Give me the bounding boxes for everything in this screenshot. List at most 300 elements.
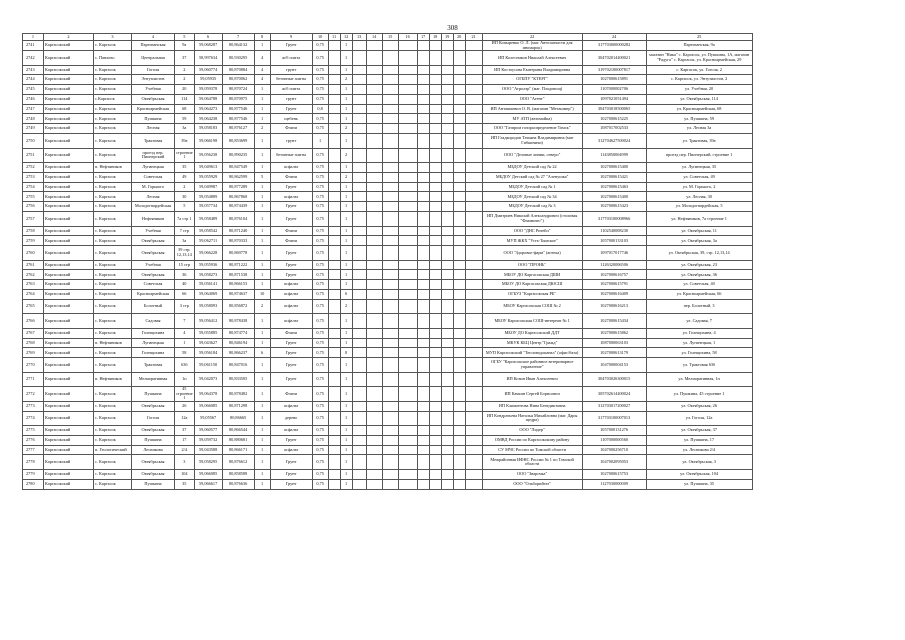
cell-house: 7а стр 1 <box>175 212 195 227</box>
cell-owner: ООО "Деловые линии, северо" <box>482 148 582 163</box>
cell-empty <box>328 192 340 202</box>
cell-empty <box>429 299 441 314</box>
cell-area: 0,75 <box>312 202 328 212</box>
cell-empty <box>441 172 453 182</box>
cell-empty <box>352 182 366 192</box>
cell-addr: ул. Мелиоративная, 1п <box>646 372 752 387</box>
cell-empty <box>328 445 340 455</box>
cell-mun: Каргасокский <box>44 426 94 436</box>
cell-empty <box>328 202 340 212</box>
cell-lon: 80,870333 <box>222 236 254 246</box>
column-header: 4 <box>132 34 175 41</box>
cell-area: 0,75 <box>312 290 328 300</box>
cell-n: 2778 <box>23 455 44 470</box>
cell-n: 2765 <box>23 299 44 314</box>
cell-empty <box>417 182 429 192</box>
cell-empty <box>398 202 417 212</box>
cell-empty <box>429 212 441 227</box>
cell-empty <box>398 280 417 290</box>
cell-inn: 1097021051494 <box>582 94 646 104</box>
cell-addr: ул. Октябрьская, 104 <box>646 469 752 479</box>
cell-inn: 1027000615400 <box>582 192 646 202</box>
table-row <box>23 202 753 212</box>
cell-empty <box>382 338 398 348</box>
cell-inn: 317703100007013 <box>582 411 646 426</box>
cell-empty <box>465 94 482 104</box>
cell-house: 35 <box>175 479 195 489</box>
cell-street: Центральная <box>132 51 175 66</box>
cell-house: 15 стр <box>175 260 195 270</box>
cell-house: 66 <box>175 290 195 300</box>
cell-loc: с. Каргасок <box>94 212 132 227</box>
cell-owner: МБОУ ДО Каргасокская ДШИ <box>482 270 582 280</box>
cell-addr: ул. Лугинецкая, 1 <box>646 338 752 348</box>
cell-n: 2745 <box>23 85 44 95</box>
cell-street: Голещихина <box>132 328 175 338</box>
cell-cover: Флизи <box>270 328 312 338</box>
cell-owner: МБОУ ДО Каргасокская ДЮСШ <box>482 280 582 290</box>
cell-cover: грунт <box>270 65 312 75</box>
cell-empty <box>417 455 429 470</box>
cell-empty <box>453 163 465 173</box>
cell-empty <box>429 124 441 134</box>
cell-empty <box>398 435 417 445</box>
cell-empty <box>398 114 417 124</box>
cell-lat: 59,058295 <box>194 455 222 470</box>
cell-empty <box>417 85 429 95</box>
cell-n: 2743 <box>23 65 44 75</box>
cell-loc: п. Нефтяников <box>94 372 132 387</box>
cell-loc: п. Нефтяников <box>94 338 132 348</box>
cell-lon: 80,930295 <box>222 51 254 66</box>
cell-house: 39 стр. 12,13,14 <box>175 246 195 261</box>
cell-street: проезд пер. Пионерский <box>132 148 175 163</box>
cell-lat: 59,068287 <box>194 41 222 51</box>
cell-area: 0,75 <box>312 226 328 236</box>
cell-n: 2742 <box>23 51 44 66</box>
cell-area: 0,75 <box>312 163 328 173</box>
cell-cnt: 1 <box>254 226 270 236</box>
cell-empty <box>382 192 398 202</box>
column-header: 25 <box>646 34 752 41</box>
cell-empty <box>429 172 441 182</box>
cell-addr: ул. Голещихина, 4 <box>646 328 752 338</box>
cell-lat: 59,061150 <box>194 358 222 373</box>
cell-street: Красноармейская <box>132 290 175 300</box>
column-header: 19 <box>441 34 453 41</box>
cell-empty <box>398 41 417 51</box>
column-header: 20 <box>453 34 465 41</box>
column-header: 22 <box>482 34 582 41</box>
cell-owner: МБОУ Каргасокская СОШ-интернат № 1 <box>482 314 582 329</box>
cell-empty <box>417 469 429 479</box>
cell-empty <box>465 260 482 270</box>
cell-empty <box>328 387 340 402</box>
cell-area: 0,75 <box>312 236 328 246</box>
cell-mun: Каргасокский <box>44 236 94 246</box>
cell-vol: 1 <box>340 479 352 489</box>
cell-empty <box>382 411 398 426</box>
cell-empty <box>417 348 429 358</box>
cell-empty <box>465 41 482 51</box>
cell-owner: ООО "Газпром газораспределение Томск" <box>482 124 582 134</box>
cell-inn: 304702014400021 <box>582 51 646 66</box>
cell-n: 2761 <box>23 260 44 270</box>
cell-owner: ООО "Зварочка" <box>482 469 582 479</box>
cell-empty <box>366 290 382 300</box>
cell-mun: Каргасокский <box>44 435 94 445</box>
cell-lon: 80,890235 <box>222 148 254 163</box>
cell-street: Пушкина <box>132 479 175 489</box>
cell-empty <box>398 94 417 104</box>
cell-empty <box>441 114 453 124</box>
cell-addr: ул. Молодогвардейская, 5 <box>646 202 752 212</box>
cell-empty <box>366 260 382 270</box>
cell-lon: 80,876104 <box>222 212 254 227</box>
cell-cnt: 1 <box>254 192 270 202</box>
cell-loc: с. Каргасок <box>94 358 132 373</box>
cell-empty <box>352 479 366 489</box>
cell-empty <box>453 314 465 329</box>
cell-empty <box>453 226 465 236</box>
cell-area: 0,75 <box>312 172 328 182</box>
cell-empty <box>328 426 340 436</box>
cell-house: 104 <box>175 469 195 479</box>
cell-lon: 80,876636 <box>222 479 254 489</box>
cell-empty <box>429 290 441 300</box>
cell-empty <box>465 426 482 436</box>
cell-empty <box>453 270 465 280</box>
table-row <box>23 85 753 95</box>
cell-owner: МБОУ Каргасокская СОШ № 2 <box>482 299 582 314</box>
cell-empty <box>465 182 482 192</box>
cell-empty <box>382 114 398 124</box>
cell-house: 63б <box>175 358 195 373</box>
cell-empty <box>398 134 417 149</box>
page-number: 308 <box>447 24 458 32</box>
cell-mun: Каргасокский <box>44 411 94 426</box>
column-header: 21 <box>465 34 482 41</box>
cell-empty <box>366 479 382 489</box>
cell-empty <box>398 182 417 192</box>
cell-cover: Грунт <box>270 260 312 270</box>
table-row <box>23 65 753 75</box>
cell-empty <box>417 172 429 182</box>
cell-empty <box>366 202 382 212</box>
cell-lon: 80,880681 <box>222 435 254 445</box>
cell-empty <box>465 236 482 246</box>
cell-vol: 1 <box>340 134 352 149</box>
cell-cover: Грунт <box>270 338 312 348</box>
cell-empty <box>328 182 340 192</box>
cell-house: 1 <box>175 338 195 348</box>
cell-owner: ИП Дмитриев Николай Александрович (столовая "Фламинго") <box>482 212 582 227</box>
cell-vol: 1 <box>340 338 352 348</box>
cell-empty <box>429 401 441 411</box>
cell-addr: ул. Советская, 49 <box>646 172 752 182</box>
cell-inn: 1087017002533 <box>582 124 646 134</box>
cell-addr: ул. Пушкина, 45 строение 1 <box>646 387 752 402</box>
cell-lon: 80,869778 <box>222 246 254 261</box>
cell-area: 0,75 <box>312 328 328 338</box>
cell-addr: ул. Октябрьская, 37 <box>646 426 752 436</box>
column-header: 14 <box>366 34 382 41</box>
cell-mun: Каргасокский <box>44 114 94 124</box>
cell-lon: 80,866544 <box>222 426 254 436</box>
cell-lat: 59,059378 <box>194 85 222 95</box>
cell-loc: с. Каргасок <box>94 469 132 479</box>
cell-house: 3а <box>175 124 195 134</box>
cell-street: Пушкина <box>132 114 175 124</box>
cell-mun: Каргасокский <box>44 75 94 85</box>
cell-inn: 1027000615463 <box>582 182 646 192</box>
cell-inn: 1027000615225 <box>582 114 646 124</box>
column-header: 5 <box>175 34 195 41</box>
cell-house: 17 <box>175 435 195 445</box>
table-row <box>23 104 753 114</box>
cell-cover: бетонные плиты <box>270 148 312 163</box>
cell-empty <box>453 236 465 246</box>
cell-lat: 59,055936 <box>194 260 222 270</box>
cell-empty <box>441 163 453 173</box>
cell-empty <box>429 479 441 489</box>
cell-addr: с. Каргасок, ул. Энтузиастов, 2 <box>646 75 752 85</box>
cell-n: 2757 <box>23 212 44 227</box>
cell-house: 58 <box>175 348 195 358</box>
cell-owner: МБОУ ДО Каргасокский ДДТ <box>482 328 582 338</box>
cell-empty <box>366 435 382 445</box>
cell-addr: ул. Пушкина, 35 <box>646 479 752 489</box>
cell-n: 2749 <box>23 124 44 134</box>
table-row <box>23 212 753 227</box>
cell-empty <box>429 455 441 470</box>
cell-empty <box>398 455 417 470</box>
cell-cnt: 1 <box>254 445 270 455</box>
cell-lat: 59,064238 <box>194 114 222 124</box>
table-row <box>23 260 753 270</box>
cell-street: Красноармейская <box>132 104 175 114</box>
cell-loc: с. Каргасок <box>94 172 132 182</box>
cell-addr: ул. Октябрьская, 114 <box>646 94 752 104</box>
cell-vol: 1 <box>340 372 352 387</box>
cell-n: 2747 <box>23 104 44 114</box>
cell-house: 59 <box>175 114 195 124</box>
cell-lon: 80,858588 <box>222 469 254 479</box>
cell-area: 0,75 <box>312 114 328 124</box>
cell-cnt: 1 <box>254 314 270 329</box>
cell-empty <box>465 411 482 426</box>
cell-empty <box>366 328 382 338</box>
cell-house: 26 <box>175 401 195 411</box>
cell-vol: 1 <box>340 212 352 227</box>
cell-vol: 2 <box>340 75 352 85</box>
cell-empty <box>366 445 382 455</box>
cell-empty <box>417 202 429 212</box>
cell-house: 36 <box>175 270 195 280</box>
cell-empty <box>417 401 429 411</box>
cell-empty <box>352 134 366 149</box>
cell-cover: бетонные плиты <box>270 75 312 85</box>
cell-empty <box>366 65 382 75</box>
cell-cover: Грунт <box>270 435 312 445</box>
cell-owner: МБДОУ Детский сад № 22 <box>482 163 582 173</box>
cell-owner: ОГБУ "Каргасокское районное ветеринарное управление" <box>482 358 582 373</box>
cell-empty <box>328 479 340 489</box>
cell-cover: Грунт <box>270 41 312 51</box>
cell-empty <box>352 299 366 314</box>
cell-inn: 1107000000560 <box>582 435 646 445</box>
cell-empty <box>453 280 465 290</box>
table-row <box>23 51 753 66</box>
cell-n: 2767 <box>23 328 44 338</box>
cell-owner: ИП Анташкевич О. В. (магазин "Меташмер") <box>482 104 582 114</box>
cell-inn: 1102540008230 <box>582 226 646 236</box>
cell-empty <box>352 280 366 290</box>
cell-inn: 319702100007817 <box>582 65 646 75</box>
table-row <box>23 314 753 329</box>
cell-cover: Грунт <box>270 182 312 192</box>
cell-empty <box>453 338 465 348</box>
cell-loc: с. Каргасок <box>94 387 132 402</box>
cell-n: 2760 <box>23 246 44 261</box>
cell-street: Октябрьская <box>132 401 175 411</box>
cell-empty <box>382 212 398 227</box>
cell-n: 2774 <box>23 411 44 426</box>
cell-empty <box>465 455 482 470</box>
cell-empty <box>441 372 453 387</box>
cell-area: 0,75 <box>312 372 328 387</box>
cell-street: Болотный <box>132 299 175 314</box>
cell-cnt: 1 <box>254 387 270 402</box>
cell-empty <box>429 114 441 124</box>
table-row <box>23 445 753 455</box>
cell-empty <box>441 94 453 104</box>
cell-cover: грунт <box>270 94 312 104</box>
cell-empty <box>417 445 429 455</box>
table-row <box>23 426 753 436</box>
cell-lon: 80,870062 <box>222 75 254 85</box>
cell-empty <box>328 172 340 182</box>
cell-empty <box>328 163 340 173</box>
cell-empty <box>382 148 398 163</box>
cell-house: 37 <box>175 426 195 436</box>
cell-empty <box>328 65 340 75</box>
cell-empty <box>382 85 398 95</box>
cell-empty <box>465 212 482 227</box>
cell-empty <box>441 148 453 163</box>
cell-mun: Каргасокский <box>44 182 94 192</box>
cell-empty <box>352 387 366 402</box>
table-row <box>23 387 753 402</box>
cell-lat: 59,059732 <box>194 435 222 445</box>
cell-addr: ул. Октябрьская, 26 <box>646 401 752 411</box>
cell-empty <box>382 75 398 85</box>
cell-house: 114 <box>175 94 195 104</box>
cell-street: Партизанская <box>132 41 175 51</box>
cell-cover: Грунт <box>270 358 312 373</box>
cell-addr: ул. Октябрьская, 11 <box>646 226 752 236</box>
cell-empty <box>366 85 382 95</box>
cell-house: 30 <box>175 192 195 202</box>
cell-empty <box>453 328 465 338</box>
cell-cover: асфальт <box>270 314 312 329</box>
cell-cnt: 1 <box>254 163 270 173</box>
cell-empty <box>453 85 465 95</box>
cell-empty <box>465 163 482 173</box>
cell-area: 0,75 <box>312 246 328 261</box>
cell-empty <box>429 426 441 436</box>
table-row <box>23 163 753 173</box>
cell-empty <box>429 134 441 149</box>
cell-loc: с. Каргасок <box>94 202 132 212</box>
cell-loc: с. Каргасок <box>94 411 132 426</box>
cell-area: 0,75 <box>312 469 328 479</box>
cell-lon: 80,877289 <box>222 182 254 192</box>
cell-mun: Каргасокский <box>44 124 94 134</box>
cell-owner: МУП Каргасокский "Тепловодоканал" (офис/база) <box>482 348 582 358</box>
cell-empty <box>453 51 465 66</box>
cell-lon: 80,847016 <box>222 358 254 373</box>
cell-lon: 80,856872 <box>222 299 254 314</box>
cell-empty <box>398 299 417 314</box>
cell-house: 39а <box>175 134 195 149</box>
cell-lat: 59,058183 <box>194 124 222 134</box>
cell-area: 0,75 <box>312 41 328 51</box>
cell-mun: Каргасокский <box>44 479 94 489</box>
cell-empty <box>366 163 382 173</box>
cell-owner: Межрайонная ИФНС России № 1 по Томской области <box>482 455 582 470</box>
column-header: 10 <box>312 34 328 41</box>
column-header: 11 <box>328 34 340 41</box>
cell-empty <box>382 479 398 489</box>
cell-empty <box>465 65 482 75</box>
cell-lon: 80,874637 <box>222 290 254 300</box>
table-body <box>23 41 753 490</box>
cell-lon: 80,866171 <box>222 445 254 455</box>
cell-empty <box>398 387 417 402</box>
cell-empty <box>417 299 429 314</box>
cell-addr: ул. М. Горького, 2 <box>646 182 752 192</box>
cell-addr: ул. Трактовая 63б <box>646 358 752 373</box>
cell-n: 2777 <box>23 445 44 455</box>
cell-empty <box>453 387 465 402</box>
cell-area: 0,75 <box>312 314 328 329</box>
cell-n: 2771 <box>23 372 44 387</box>
cell-house: 3 <box>175 455 195 470</box>
cell-n: 2746 <box>23 94 44 104</box>
cell-empty <box>398 226 417 236</box>
cell-empty <box>417 94 429 104</box>
cell-empty <box>441 104 453 114</box>
cell-empty <box>366 192 382 202</box>
cell-empty <box>441 65 453 75</box>
cell-empty <box>382 260 398 270</box>
cell-empty <box>417 163 429 173</box>
cell-empty <box>417 260 429 270</box>
cell-empty <box>465 372 482 387</box>
cell-street: Гоголя <box>132 411 175 426</box>
cell-cover: асфальт <box>270 280 312 290</box>
cell-cnt: 1 <box>254 479 270 489</box>
cell-empty <box>465 124 482 134</box>
cell-street: Октябрьская <box>132 94 175 104</box>
cell-inn: 1027000616213 <box>582 299 646 314</box>
cell-owner: ООО "Агролэр" (маг. Плодовощ) <box>482 85 582 95</box>
cell-empty <box>429 270 441 280</box>
cell-empty <box>366 358 382 373</box>
cell-lat: 59,05567 <box>194 411 222 426</box>
cell-empty <box>366 94 382 104</box>
